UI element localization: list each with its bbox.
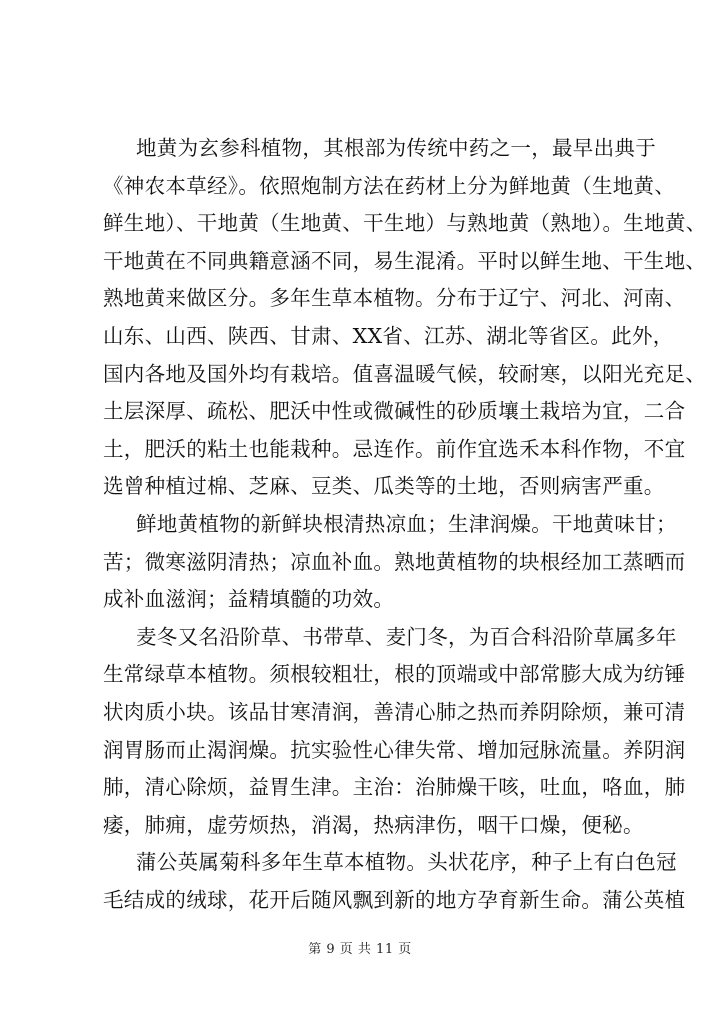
text-line: 肺，清心除烦，益胃生津。主治：治肺燥干咳，吐血，咯血，肺 [103,775,686,800]
text-line: 苦；微寒滋阴清热；凉血补血。熟地黄植物的块根经加工蒸晒而 [103,549,686,574]
text-line: 鲜地黄植物的新鲜块根清热凉血；生津润燥。干地黄味甘； [136,511,677,536]
text-line: 毛结成的绒球，花开后随风飘到新的地方孕育新生命。蒲公英植 [103,887,686,912]
text-line: 干地黄在不同典籍意涵不同，易生混淆。平时以鲜生地、干生地、 [103,248,707,273]
paragraph-ophiopogon [103,619,686,845]
paragraph-rehmannia [103,130,707,506]
text-line: 熟地黄来做区分。多年生草本植物。分布于辽宁、河北、河南、 [103,286,686,311]
text-line: 成补血滋润；益精填髓的功效。 [103,587,395,612]
text-line: 润胃肠而止渴润燥。抗实验性心律失常、增加冠脉流量。养阴润 [103,737,686,762]
document-body [103,130,707,919]
text-line: 状肉质小块。该品甘寒清润，善清心肺之热而养阴除烦，兼可清 [103,699,686,724]
text-line: 生常绿草本植物。须根较粗壮，根的顶端或中部常膨大成为纺锤 [103,662,686,687]
text-line: 麦冬又名沿阶草、书带草、麦门冬，为百合科沿阶草属多年 [136,624,677,649]
text-line: 痿，肺痈，虚劳烦热，消渴，热病津伤，咽干口燥，便秘。 [103,812,644,837]
text-line: 山东、山西、陕西、甘肃、XX省、江苏、湖北等省区。此外， [103,323,674,348]
page-number-footer: 第 9 页 共 11 页 [308,942,412,957]
paragraph-dandelion [103,844,686,919]
text-line: 鲜生地）、干地黄（生地黄、干生地）与熟地黄（熟地）。生地黄、 [103,211,707,236]
text-line: 土层深厚、疏松、肥沃中性或微碱性的砂质壤土栽培为宜，二合 [103,399,686,424]
text-line: 地黄为玄参科植物，其根部为传统中药之一，最早出典于 [136,136,656,160]
text-line: 蒲公英属菊科多年生草本植物。头状花序，种子上有白色冠 [136,850,677,875]
text-line: 土，肥沃的粘土也能栽种。忌连作。前作宜选禾本科作物，不宜 [103,436,686,461]
text-line: 国内各地及国外均有栽培。值喜温暖气候，较耐寒，以阳光充足、 [103,361,707,386]
paragraph-rehmannia-effects [103,506,686,619]
text-line: 《神农本草经》。依照炮制方法在药材上分为鲜地黄（生地黄、 [103,173,676,198]
text-line: 选曾种植过棉、芝麻、豆类、瓜类等的土地，否则病害严重。 [103,474,665,499]
